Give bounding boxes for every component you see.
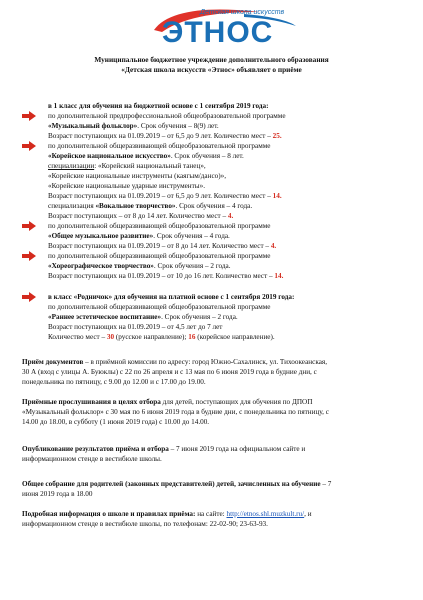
school-logo	[148, 8, 298, 50]
auditions-lead: Приёмные прослушивания в целях отбора	[22, 398, 161, 406]
paid-heading: в класс «Родничок» для обучения на платной основе с 1 сентября 2019 года:	[48, 293, 295, 301]
info-paragraph	[22, 509, 406, 529]
b1-program	[48, 121, 219, 131]
b1-age	[48, 131, 282, 141]
documents-lead: Приём документов	[22, 358, 84, 366]
b2-vocal-pre: специализация	[48, 202, 96, 210]
page-title	[40, 55, 383, 75]
b3-age-text: Возраст поступающих на 01.09.2019 – от 8 до 14 лет. Количество мест –	[48, 242, 271, 250]
paid-age: Возраст поступающих на 01.09.2019 – от 4,5 лет до 7 лет	[48, 323, 223, 331]
info-text-1: на сайте:	[195, 510, 227, 518]
b2-vocal-age-text: Возраст поступающих – от 8 до 14 лет. Количество мест –	[48, 212, 228, 220]
b4-count: 14.	[274, 272, 284, 280]
meeting-paragraph	[22, 479, 406, 499]
b2-spec-1-text: : «Корейский национальный танец»,	[94, 162, 206, 170]
paid-count-1-note: (русское направление);	[114, 333, 189, 341]
title-line-2: «Детская школа искусств «Этнос» объявляет о приёме	[121, 65, 302, 74]
documents-text-1: – в приёмной комиссии по адресу: город Южно-Сахалинск, ул. Тихоокеанская,	[83, 358, 327, 366]
info-text-2: информационном стенде в вестибюле школы, по телефонам: 22-02-90; 23-63-93.	[22, 520, 268, 528]
b2-line-1: по дополнительной общеразвивающей общеобразовательной программе	[48, 142, 271, 150]
b3-age	[48, 241, 276, 251]
paid-program-name: «Раннее эстетическое воспитание»	[48, 313, 162, 321]
meeting-lead: Общее собрание для родителей (законных представителей) детей, зачисленных на обучение	[22, 480, 321, 488]
b2-spec-1	[48, 161, 206, 171]
b2-term: . Срок обучения – 8 лет.	[170, 152, 244, 160]
red-arrow-icon	[22, 221, 36, 231]
meeting-text-1: – 7	[320, 480, 332, 488]
paid-count	[48, 332, 275, 342]
b2-vocal-program: «Вокальное творчество»	[95, 202, 176, 210]
b1-line-1: по дополнительной предпрофессиональной общеобразовательной программе	[48, 112, 286, 120]
logo-main-text: ЭТНОС	[162, 16, 274, 49]
title-line-1: Муниципальное бюджетное учреждение дополнительного образования	[94, 55, 329, 64]
b2-vocal-count: 4.	[227, 212, 234, 220]
info-text-1-end: , и	[304, 510, 312, 518]
b3-term: . Срок обучения – 4 года.	[153, 232, 230, 240]
documents-text-2: 30 А (вход с улицы А. Буюклы) с 22 по 26 апреля и с 13 мая по 6 июня 2019 года в будние дни, с	[22, 368, 317, 376]
b2-vocal	[48, 201, 252, 211]
results-paragraph	[22, 444, 406, 464]
b4-program	[48, 261, 231, 271]
b1-age-text: Возраст поступающих на 01.09.2019 – от 6,5 до 9 лет. Количество мест –	[48, 132, 273, 140]
paid-term: . Срок обучения – 2 года.	[161, 313, 238, 321]
school-website-link[interactable]: http://etnos.shl.muzkult.ru/	[226, 510, 305, 518]
b3-count: 4.	[270, 242, 277, 250]
b4-age	[48, 271, 283, 281]
b2-vocal-term: . Срок обучения – 4 года.	[175, 202, 253, 210]
auditions-text-2: «Музыкальный фольклор» с 30 мая по 6 июня 2019 года в будние дни, с понедельника по пятницу, с	[22, 408, 329, 416]
b4-line-1: по дополнительной общеразвивающей общеобразовательной программе	[48, 252, 271, 260]
paid-count-1: 30	[106, 333, 115, 341]
paid-program	[48, 312, 238, 322]
b2-spec-2: «Корейские национальные инструменты (каягым/дансо)»,	[48, 172, 227, 180]
auditions-paragraph	[22, 397, 406, 427]
documents-paragraph	[22, 357, 406, 387]
b2-program-name: «Корейское национальное искусство»	[48, 152, 171, 160]
meeting-text-2: июня 2019 года в 18.00	[22, 490, 93, 498]
paid-count-2: 16	[188, 333, 196, 341]
b3-program-name: «Общее музыкальное развитие»	[48, 232, 154, 240]
b2-program	[48, 151, 244, 161]
results-text-2: информационном стенде в вестибюле школы.	[22, 455, 162, 463]
auditions-text-3: 14.00 до 18.00, в субботу (1 июня 2019 года) с 10.00 до 14.00.	[22, 418, 210, 426]
red-arrow-icon	[22, 292, 36, 302]
paid-line-1: по дополнительной общеразвивающей общеобразовательной программе	[48, 303, 271, 311]
red-arrow-icon	[22, 141, 36, 151]
b2-vocal-age	[48, 211, 233, 221]
paid-count-2-note: (корейское направление).	[195, 333, 275, 341]
results-text-1: – 7 июня 2019 года на официальном сайте и	[168, 445, 306, 453]
b4-term: . Срок обучения – 2 года.	[153, 262, 231, 270]
budget-heading: в 1 класс для обучения на бюджетной основе с 1 сентября 2019 года:	[48, 102, 269, 110]
red-arrow-icon	[22, 111, 36, 121]
results-lead: Опубликование результатов приёма и отбора	[22, 445, 169, 453]
b1-count: 25.	[272, 132, 282, 140]
b1-term: . Срок обучения – 8(9) лет.	[137, 122, 219, 130]
b4-program-name: «Хореографическое творчество»	[48, 262, 154, 270]
b2-count: 14.	[272, 192, 282, 200]
b3-line-1: по дополнительной общеразвивающей общеобразовательной программе	[48, 222, 271, 230]
logo-top-text: Детская школа искусств	[200, 9, 285, 16]
b1-program-name: «Музыкальный фольклор»	[48, 122, 138, 130]
documents-text-3: понедельника по пятницу, с 9.00 до 12.00 и с 17.00 до 19.00.	[22, 378, 206, 386]
b2-spec-label: специализации	[48, 162, 95, 170]
red-arrow-icon	[22, 251, 36, 261]
b3-program	[48, 231, 230, 241]
b2-age	[48, 191, 282, 201]
b4-age-text: Возраст поступающих на 01.09.2019 – от 10 до 16 лет. Количество мест –	[48, 272, 275, 280]
b2-age-text: Возраст поступающих на 01.09.2019 – от 6,5 до 9 лет. Количество мест –	[48, 192, 273, 200]
info-lead: Подробная информация о школе и правилах приёма:	[22, 510, 196, 518]
paid-count-pre: Количество мест –	[48, 333, 107, 341]
auditions-text-1: для детей, поступающих для обучения по ДПОП	[160, 398, 313, 406]
b2-spec-3: «Корейские национальные ударные инструменты».	[48, 182, 206, 190]
